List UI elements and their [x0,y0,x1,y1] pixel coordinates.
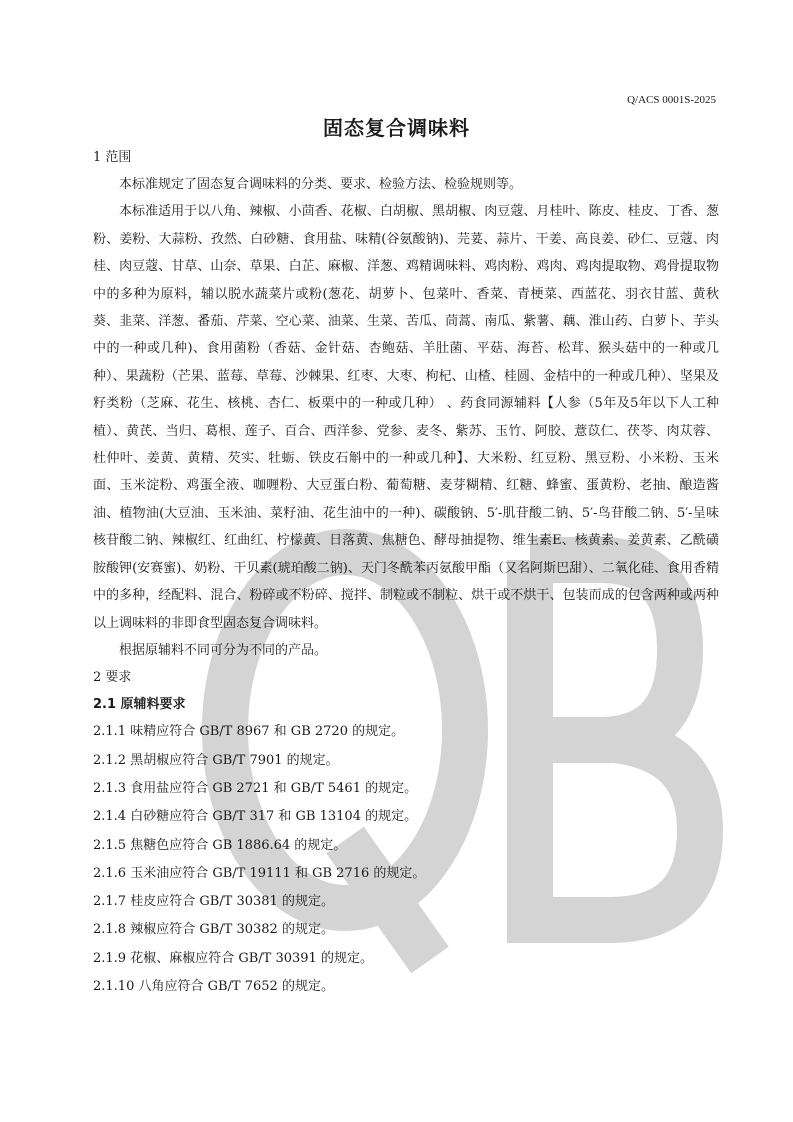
requirement-item: 2.1.9 花椒、麻椒应符合 GB/T 30391 的规定。 [93,950,373,966]
requirement-item: 2.1.2 黑胡椒应符合 GB/T 7901 的规定。 [93,752,339,768]
document-title: 固态复合调味料 [323,116,470,140]
document-body [93,144,719,1001]
paragraph-scope-intro: 本标准规定了固态复合调味料的分类、要求、检验方法、检验规则等。 [119,177,523,192]
paragraph-scope-ingredients: 本标准适用于以八角、辣椒、小茴香、花椒、白胡椒、黑胡椒、肉豆蔻、月桂叶、陈皮、桂皮、丁香、葱粉、姜粉、大蒜粉、孜然、白砂糖、食用盐、味精(谷氨酸钠)、芫荽、蒜片、干姜、高良姜、砂仁、豆蔻、肉桂、肉豆蔻、甘草、山奈、草果、白芷、麻椒、洋葱、鸡精调味料、鸡肉粉、鸡肉、鸡肉提取物、鸡骨提取物中的多种为原料，辅以脱水蔬菜片或粉(葱花、胡萝卜、包菜叶、香菜、青梗菜、西蓝花、羽衣甘蓝、黄秋葵、韭菜、洋葱、番茄、芹菜、空心菜、油菜、生菜、苦瓜、茼蒿、南瓜、紫薯、藕、淮山药、白萝卜、芋头中的一种或几种)、食用菌粉（香菇、金针菇、杏鲍菇、羊肚菌、平菇、海苔、松茸、猴头菇中的一种或几种）、果蔬粉（芒果、蓝莓、草莓、沙棘果、红枣、大枣、枸杞、山楂、桂圆、金桔中的一种或几种）、坚果及籽类粉（芝麻、花生、核桃、杏仁、板栗中的一种或几种） 、药食同源辅料【人参（5年及5年以下人工种植）、黄芪、当归、葛根、莲子、百合、西洋参、党参、麦冬、紫苏、玉竹、阿胶、薏苡仁、茯苓、肉苁蓉、杜仲叶、姜黄、黄精、芡实、牡蛎、铁皮石斛中的一种或几种】、大米粉、红豆粉、黑豆粉、小米粉、玉米面、玉米淀粉、鸡蛋全液、咖喱粉、大豆蛋白粉、葡萄糖、麦芽糊精、红糖、蜂蜜、蛋黄粉、老抽、酿造酱油、植物油(大豆油、玉米油、菜籽油、花生油中的一种)、碳酸钠、5′-肌苷酸二钠、5′-鸟苷酸二钠、5′-呈味核苷酸二钠、辣椒红、红曲红、柠檬黄、日落黄、焦糖色、酵母抽提物、维生素E、核黄素、姜黄素、乙酰磺胺酸钾(安赛蜜)、奶粉、干贝素(琥珀酸二钠)、天门冬酰苯丙氨酸甲酯（又名阿斯巴甜）、二氧化硅、食用香精中的多种，经配料、混合、粉碎或不粉碎、搅拌、制粒或不制粒、烘干或不烘干、包装而成的包含两种或两种以上调味料的非即食型固态复合调味料。 [93,204,719,631]
requirement-item: 2.1.10 八角应符合 GB/T 7652 的规定。 [93,978,334,994]
paragraph-scope-classification: 根据原辅料不同可分为不同的产品。 [119,642,328,658]
document-code: Q/ACS 0001S-2025 [627,94,716,106]
section-heading-requirements: 2 要求 [93,670,132,686]
requirement-item: 2.1.1 味精应符合 GB/T 8967 和 GB 2720 的规定。 [93,724,405,740]
requirement-list [93,718,719,1001]
subsection-heading-raw-materials: 2.1 原辅料要求 [93,697,186,713]
requirement-item: 2.1.3 食用盐应符合 GB 2721 和 GB/T 5461 的规定。 [93,780,418,796]
requirement-item: 2.1.6 玉米油应符合 GB/T 19111 和 GB 2716 的规定。 [93,865,426,881]
requirement-item: 2.1.5 焦糖色应符合 GB 1886.64 的规定。 [93,837,347,853]
requirement-item: 2.1.4 白砂糖应符合 GB/T 317 和 GB 13104 的规定。 [93,809,418,825]
requirement-item: 2.1.7 桂皮应符合 GB/T 30381 的规定。 [93,894,334,910]
requirement-item: 2.1.8 辣椒应符合 GB/T 30382 的规定。 [93,922,334,938]
section-heading-scope: 1 范围 [93,150,132,165]
